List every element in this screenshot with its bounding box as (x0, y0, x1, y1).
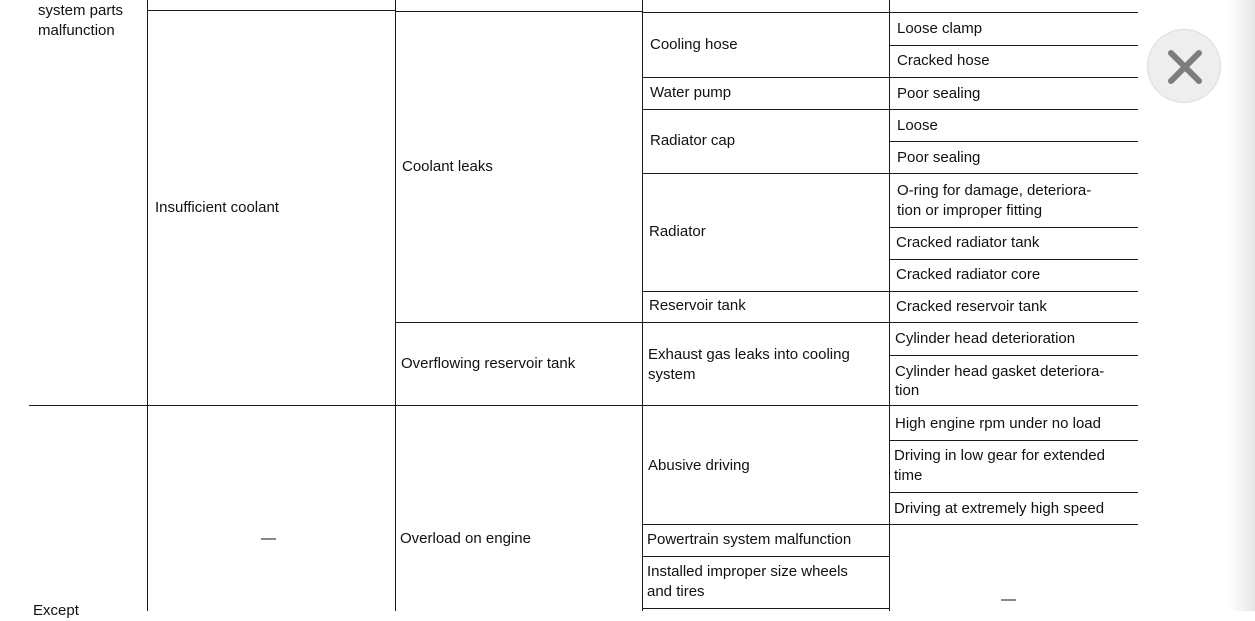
rule (147, 10, 395, 11)
condition-coolant-leaks: Coolant leaks (402, 158, 493, 175)
rule (642, 0, 643, 611)
close-button[interactable] (1147, 29, 1221, 103)
rule (642, 12, 1138, 13)
condition-overload-engine: Overload on engine (400, 530, 531, 547)
cause-except: Except (33, 602, 79, 619)
part-radiator-cap: Radiator cap (650, 132, 736, 149)
detail-poor-sealing-cap: Poor sealing (897, 149, 981, 166)
rule (889, 141, 1138, 142)
detail-cyl-gasket-l2: tion (895, 382, 920, 399)
part-exhaust-gas-l2: system (648, 366, 696, 383)
rule (889, 492, 1138, 493)
part-radiator: Radiator (649, 223, 706, 240)
part-abusive-driving: Abusive driving (648, 457, 750, 474)
condition-overflowing-reservoir: Overflowing reservoir tank (401, 355, 576, 372)
detail-cracked-reservoir-tank: Cracked reservoir tank (896, 298, 1047, 315)
rule (642, 77, 1138, 78)
detail-oring-l2: tion or improper fitting (897, 202, 1043, 219)
detail-cracked-radiator-core: Cracked radiator core (896, 266, 1041, 283)
detail-high-speed: Driving at extremely high speed (894, 500, 1105, 517)
rule (889, 227, 1138, 228)
rule (889, 0, 890, 611)
detail-cyl-head-deterioration: Cylinder head deterioration (895, 330, 1076, 347)
detail-dash: — (1001, 591, 1016, 608)
rule (642, 109, 1138, 110)
cause-dash: — (261, 530, 276, 547)
detail-poor-sealing-pump: Poor sealing (897, 85, 981, 102)
detail-low-gear-l2: time (894, 467, 923, 484)
detail-loose-cap: Loose (897, 117, 938, 134)
cause-malfunction: malfunction (38, 22, 115, 39)
rule (889, 259, 1138, 260)
detail-loose-clamp: Loose clamp (897, 20, 983, 37)
detail-cracked-radiator-tank: Cracked radiator tank (896, 234, 1040, 251)
detail-cracked-hose: Cracked hose (897, 52, 990, 69)
rule (395, 322, 1138, 323)
category-insufficient-coolant: Insufficient coolant (155, 199, 279, 216)
rule (642, 608, 889, 609)
part-improper-wheels-l1: Installed improper size wheels (647, 563, 848, 580)
part-powertrain: Powertrain system malfunction (647, 531, 852, 548)
rule (642, 556, 889, 557)
cause-system-parts: system parts (38, 2, 124, 19)
rule (889, 440, 1138, 441)
rule (147, 0, 148, 611)
detail-high-rpm: High engine rpm under no load (895, 415, 1101, 432)
rule (642, 173, 1138, 174)
part-water-pump: Water pump (650, 84, 732, 101)
detail-cyl-gasket-l1: Cylinder head gasket deteriora- (895, 363, 1105, 380)
part-cooling-hose: Cooling hose (650, 36, 738, 53)
rule (29, 405, 1138, 406)
detail-oring-l1: O-ring for damage, deteriora- (897, 182, 1092, 199)
rule (395, 11, 642, 12)
rule (642, 291, 1138, 292)
rule (889, 45, 1138, 46)
part-improper-wheels-l2: and tires (647, 583, 705, 600)
rule (395, 0, 396, 611)
part-exhaust-gas-l1: Exhaust gas leaks into cooling (648, 346, 850, 363)
page-edge-shadow (1229, 0, 1255, 611)
rule (889, 355, 1138, 356)
part-reservoir-tank: Reservoir tank (649, 297, 746, 314)
close-icon (1167, 49, 1203, 85)
rule (642, 524, 1138, 525)
detail-low-gear-l1: Driving in low gear for extended (894, 447, 1105, 464)
